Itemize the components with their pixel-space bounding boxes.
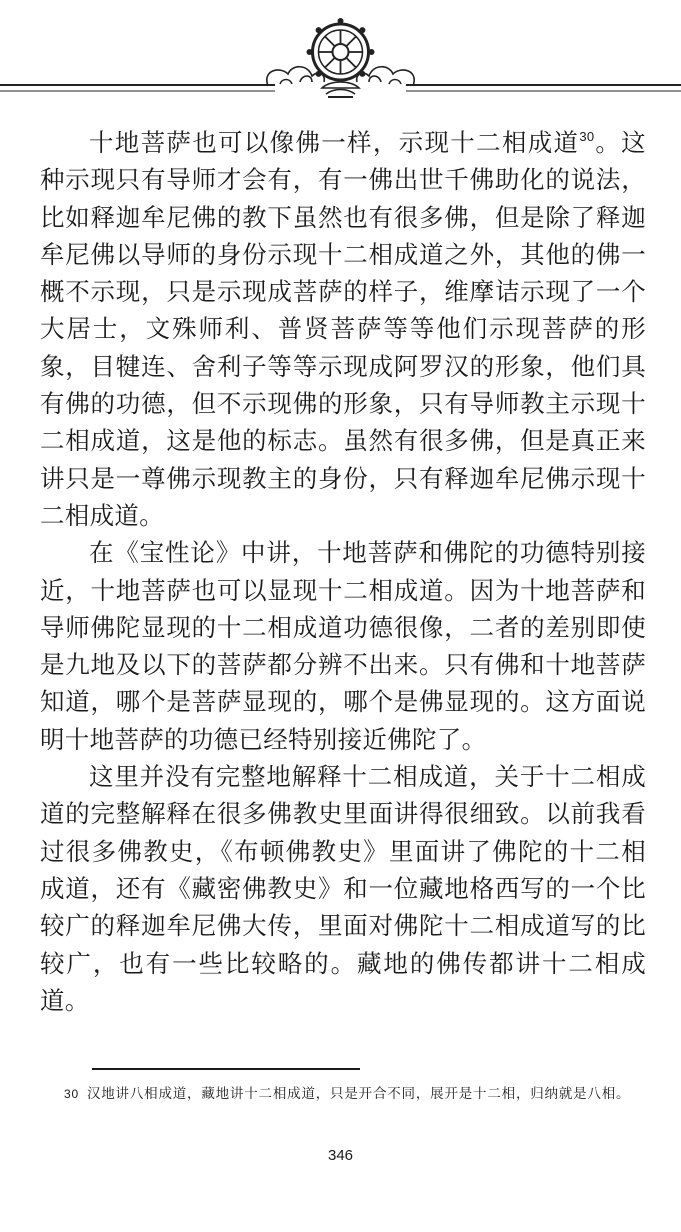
footnote-number: 30 [64,1087,79,1101]
footnote-ref[interactable]: 30 [579,129,595,144]
left-cloud-icon [267,67,325,86]
paragraph-1-start: 十地菩萨也可以像佛一样，示现十二相成道 [89,128,580,157]
paragraph-1-rest: 。这种示现只有导师才会有，有一佛出世千佛助化的说法，比如释迦牟尼佛的教下虽然也有很多佛，但是除了释迦牟尼佛以导师的身份示现十二相成道之外，其他的佛一概不示现，只是示现成菩萨的样子，维摩诘示现了一个大居士，文殊师利、普贤菩萨等等他们示现菩萨的形象，目犍连、舍利子等等示现成阿罗汉的形象，他们具有佛的功德，但不示现佛的形象，只有导师教主示现十二相成道，这是他的标志。虽然有很多佛，但是真正来讲只是一尊佛示现教主的身份，只有释迦牟尼佛示现十二相成道。 [40,128,646,530]
right-cloud-icon [357,67,415,86]
paragraph-1 [40,124,646,534]
footnote-divider [92,1068,360,1070]
paragraph-2: 在《宝性论》中讲，十地菩萨和佛陀的功德特别接近，十地菩萨也可以显现十二相成道。因为十地菩萨和导师佛陀显现的十二相成道功德很像，二者的差别即使是九地及以下的菩萨都分辨不出来。只有佛和十地菩萨知道，哪个是菩萨显现的，哪个是佛显现的。这方面说明十地菩萨的功德已经特别接近佛陀了。 [40,538,646,754]
dharma-wheel-icon [307,18,375,97]
footnote [40,1082,646,1107]
main-text [40,124,646,1019]
paragraph-3: 这里并没有完整地解释十二相成道，关于十二相成道的完整解释在很多佛教史里面讲得很细致。以前我看过很多佛教史，《布顿佛教史》里面讲了佛陀的十二相成道，还有《藏密佛教史》和一位藏地格西写的一个比较广的释迦牟尼佛大传，里面对佛陀十二相成道写的比较广，也有一些比较略的。藏地的佛传都讲十二相成道。 [40,762,646,1015]
footnote-text: 汉地讲八相成道，藏地讲十二相成道，只是开合不同，展开是十二相，归纳就是八相。 [86,1086,631,1102]
page-number: 346 [327,1147,354,1164]
header-ornament [0,0,681,110]
